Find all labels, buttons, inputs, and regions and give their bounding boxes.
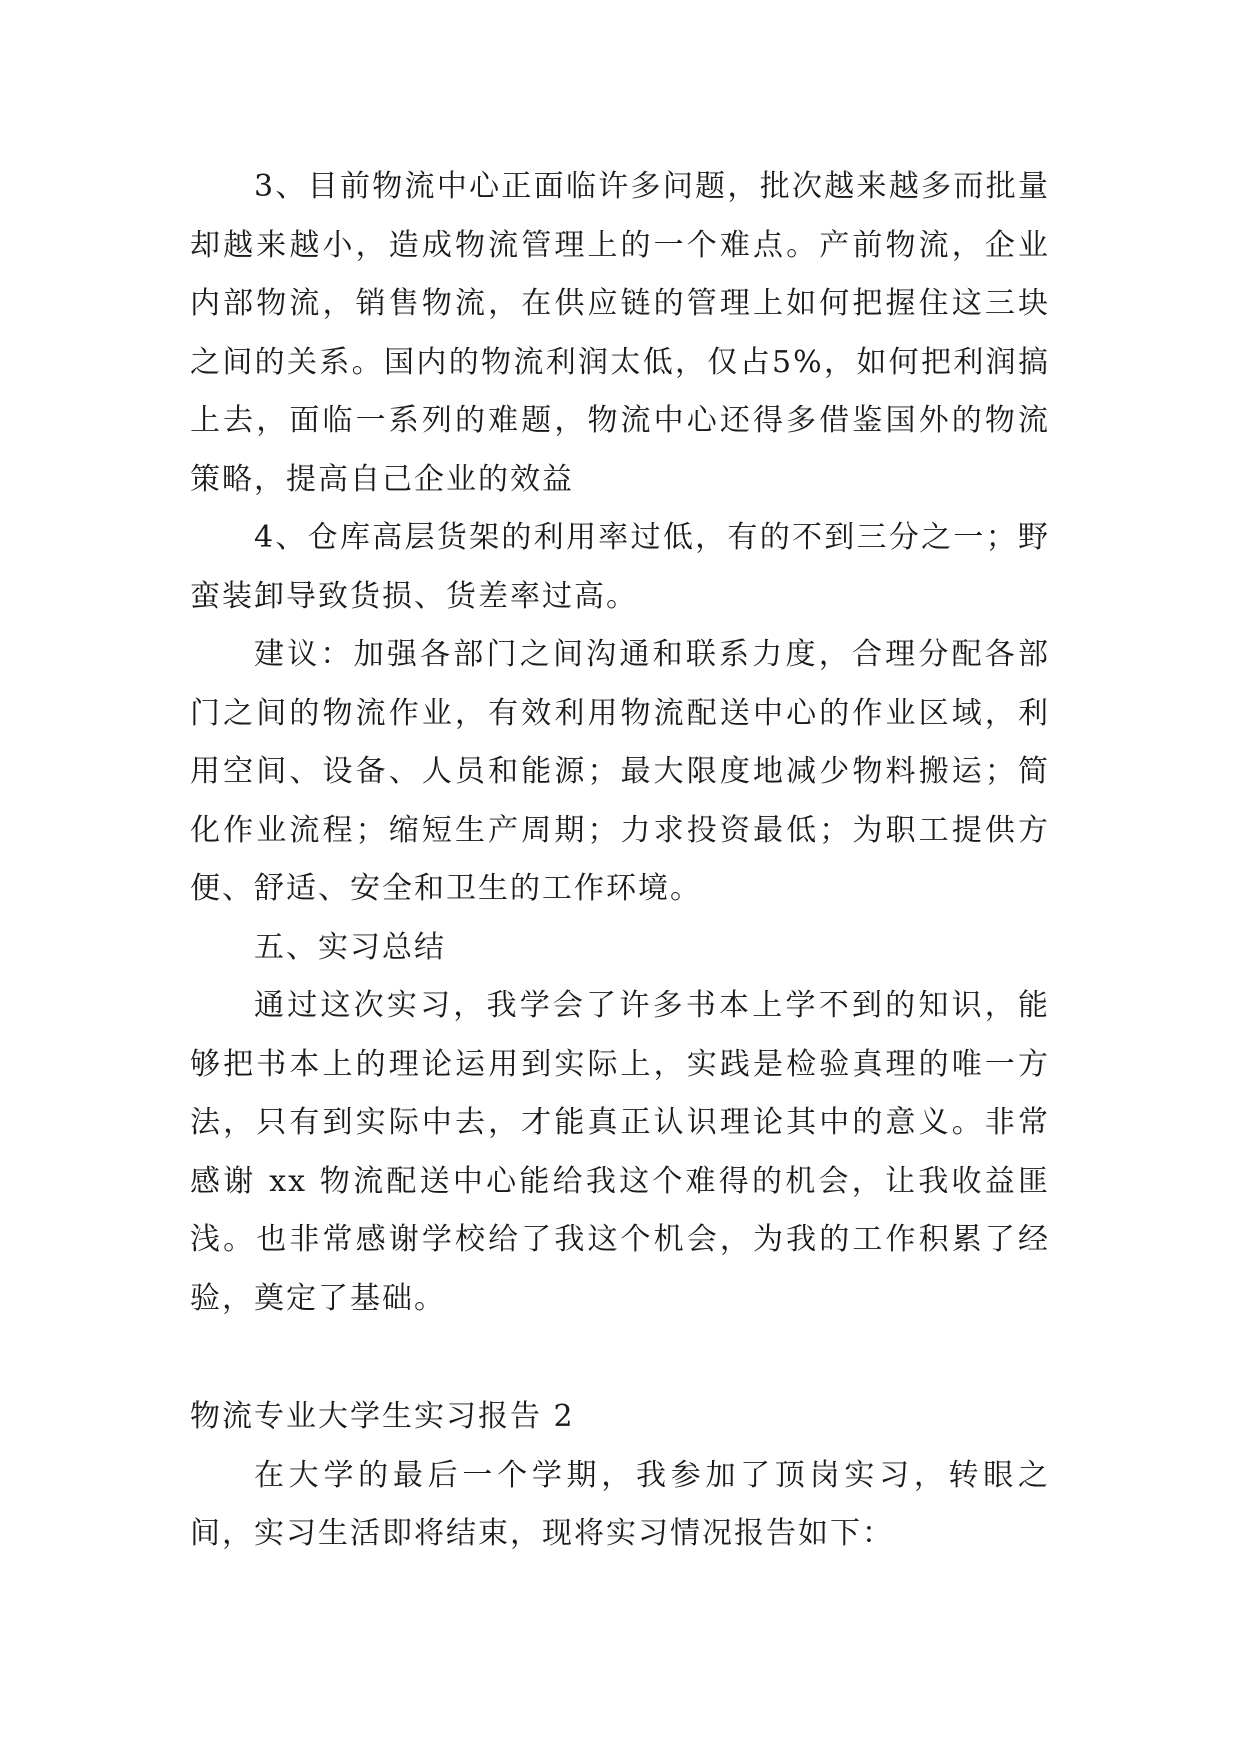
report-2-title: 物流专业大学生实习报告 2 <box>190 1399 575 1434</box>
document-body <box>190 158 1050 1564</box>
paragraph-problem-4: 4、仓库高层货架的利用率过低，有的不到三分之一；野蛮装卸导致货损、货差率过高。 <box>190 520 1050 614</box>
paragraph-suggestion: 建议：加强各部门之间沟通和联系力度，合理分配各部门之间的物流作业，有效利用物流配送中心的作业区域，利用空间、设备、人员和能源；最大限度地减少物料搬运；简化作业流程；缩短生产周期；力求投资最低；为职工提供方便、舒适、安全和卫生的工作环境。 <box>190 637 1050 906</box>
paragraph-problem-3: 3、目前物流中心正面临许多问题，批次越来越多而批量却越来越小，造成物流管理上的一个难点。产前物流，企业内部物流，销售物流，在供应链的管理上如何把握住这三块之间的关系。国内的物流利润太低，仅占5%，如何把利润搞上去，面临一系列的难题，物流中心还得多借鉴国外的物流策略，提高自己企业的效益 <box>190 169 1050 497</box>
paragraph-report-2-intro: 在大学的最后一个学期，我参加了顶岗实习，转眼之间，实习生活即将结束，现将实习情况报告如下： <box>190 1457 1050 1551</box>
section-spacer <box>190 1328 1050 1388</box>
section-heading-summary: 五、实习总结 <box>254 929 446 965</box>
paragraph-summary: 通过这次实习，我学会了许多书本上学不到的知识，能够把书本上的理论运用到实际上，实践是检验真理的唯一方法，只有到实际中去，才能真正认识理论其中的意义。非常感谢 xx 物流配送中心能给我这个难得的机会，让我收益匪浅。也非常感谢学校给了我这个机会，为我的工作积累了经验，奠定了基础。 <box>190 988 1050 1316</box>
